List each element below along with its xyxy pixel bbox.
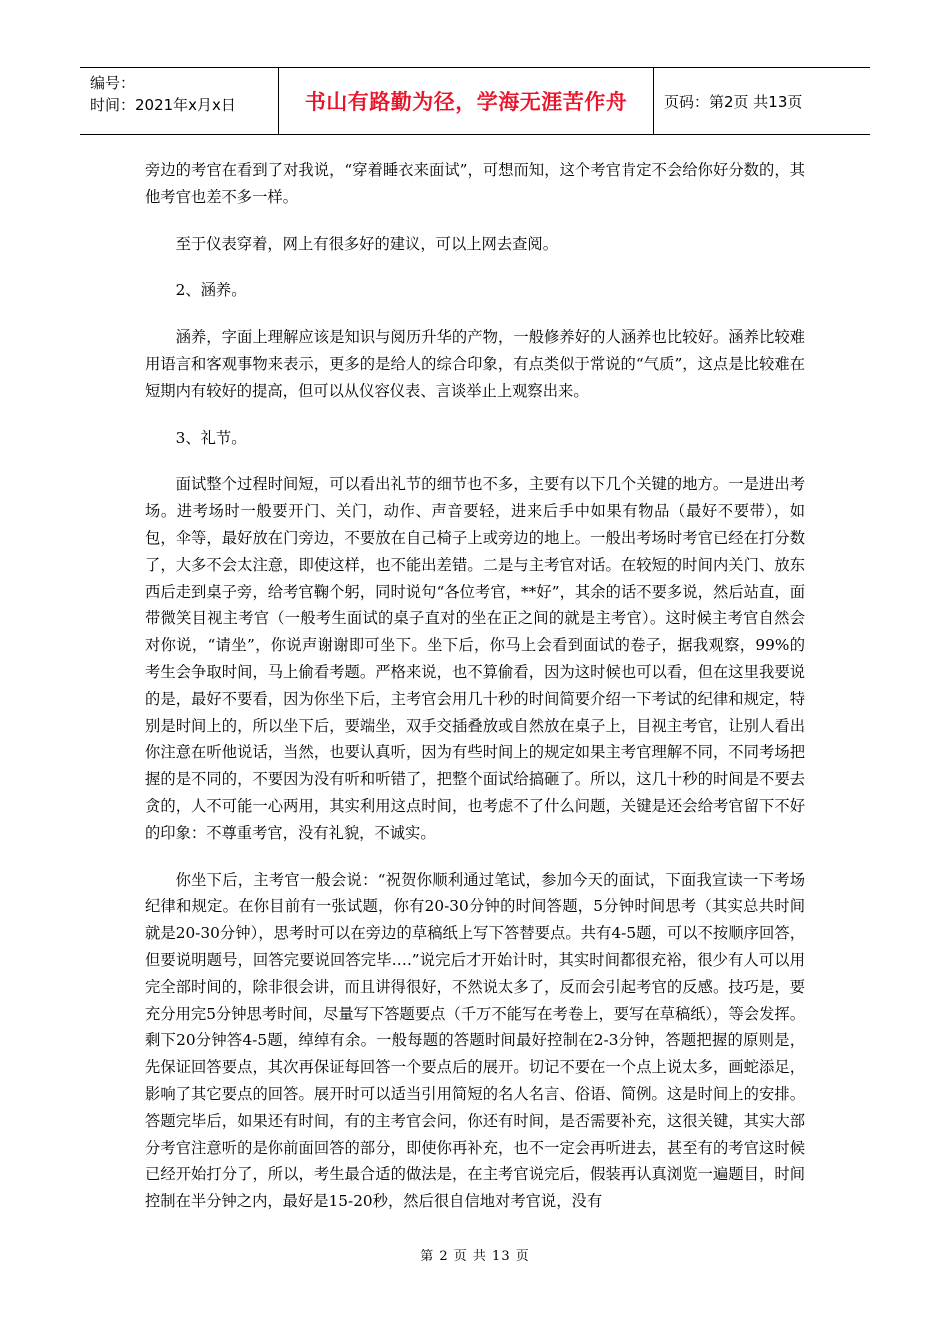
body-paragraph: 至于仪表穿着，网上有很多好的建议，可以上网去查阅。	[175, 234, 559, 253]
body-paragraph: 你坐下后，主考官一般会说：“祝贺你顺利通过笔试，参加今天的面试，下面我宣读一下考场纪律和规定。在你目前有一张试题，你有20-30分钟的时间答题，5分钟时间思考（其实总共时间就是20-30分钟），思考时可以在旁边的草稿纸上写下答替要点。共有4-5题，可以不按顺序回答，但要说明题号，回答完要说回答完毕….”说完后才开始计时，其实时间都很充裕，很少有人可以用完全部时间的，除非很会讲，而且讲得很好，不然说太多了，反而会引起考官的反感。技巧是，要充分用完5分钟思考时间，尽量写下答题要点（千万不能写在考卷上，要写在草稿纸），等会发挥。剩下20分钟答4-5题，绰绰有余。一般每题的答题时间最好控制在2-3分钟，答题把握的原则是，先保证回答要点，其次再保证每回答一个要点后的展开。切记不要在一个点上说太多，画蛇添足，影响了其它要点的回答。展开时可以适当引用简短的名人名言、俗语、简例。这是时间上的安排。答题完毕后，如果还有时间，有的主考官会问，你还有时间，是否需要补充，这很关键，其实大部分考官注意听的是你前面回答的部分，即使你再补充，也不一定会再听进去，甚至有的考官这时候已经开始打分了，所以，考生最合适的做法是，在主考官说完后，假装再认真浏览一遍题目，时间控制在半分钟之内，最好是15-20秒，然后很自信地对考官说，没有	[145, 870, 805, 1211]
section-heading: 2、涵养。	[175, 281, 247, 300]
header-motto-cell	[278, 68, 654, 134]
document-time-label: 时间：2021年x月x日	[90, 96, 236, 114]
body-paragraph: 面试整个过程时间短，可以看出礼节的细节也不多，主要有以下几个关键的地方。一是进出考场。进考场时一般要开门、关门，动作、声音要轻，进来后手中如果有物品（最好不要带），如包，伞等，最好放在门旁边，不要放在自己椅子上或旁边的地上。一般出考场时考官已经在打分数了，大多不会太注意，即使这样，也不能出差错。二是与主考官对话。在较短的时间内关门、放东西后走到桌子旁，给考官鞠个躬，同时说句“各位考官，**好”，其余的话不要多说，然后站直，面带微笑目视主考官（一般考生面试的桌子直对的坐在正之间的就是主考官）。这时候主考官自然会对你说，“请坐”，你说声谢谢即可坐下。坐下后，你马上会看到面试的卷子，据我观察，99%的考生会争取时间，马上偷看考题。严格来说，也不算偷看，因为这时候也可以看，但在这里我要说的是，最好不要看，因为你坐下后，主考官会用几十秒的时间简要介绍一下考试的纪律和规定，特别是时间上的，所以坐下后，要端坐，双手交插叠放或自然放在桌子上，目视主考官，让别人看出你注意在听他说话，当然，也要认真听，因为有些时间上的规定如果主考官理解不同，不同考场把握的是不同的，不要因为没有听和听错了，把整个面试给搞砸了。所以，这几十秒的时间是不要去贪的，人不可能一心两用，其实利用这点时间，也考虑不了什么问题，关键是还会给考官留下不好的印象：不尊重考官，没有礼貌，不诚实。	[145, 475, 805, 842]
section-heading: 3、礼节。	[175, 428, 247, 447]
document-body	[145, 157, 805, 1235]
body-paragraph: 旁边的考官在看到了对我说，“穿着睡衣来面试”，可想而知，这个考官肯定不会给你好分数的，其他考官也差不多一样。	[145, 161, 805, 206]
body-paragraph: 涵养，字面上理解应该是知识与阅历升华的产物，一般修养好的人涵养也比较好。涵养比较难用语言和客观事物来表示，更多的是给人的综合印象，有点类似于常说的“气质”，这点是比较难在短期内有较好的提高，但可以从仪容仪表、言谈举止上观察出来。	[145, 328, 805, 400]
page-header	[80, 67, 870, 135]
document-number-label: 编号：	[90, 74, 136, 92]
header-page-cell	[654, 68, 870, 134]
header-motto: 书山有路勤为径，学海无涯苦作舟	[304, 90, 628, 114]
page-footer: 第 2 页 共 13 页	[420, 1249, 530, 1264]
header-meta-cell	[80, 68, 278, 134]
header-page-info: 页码：第2页 共13页	[664, 92, 803, 111]
